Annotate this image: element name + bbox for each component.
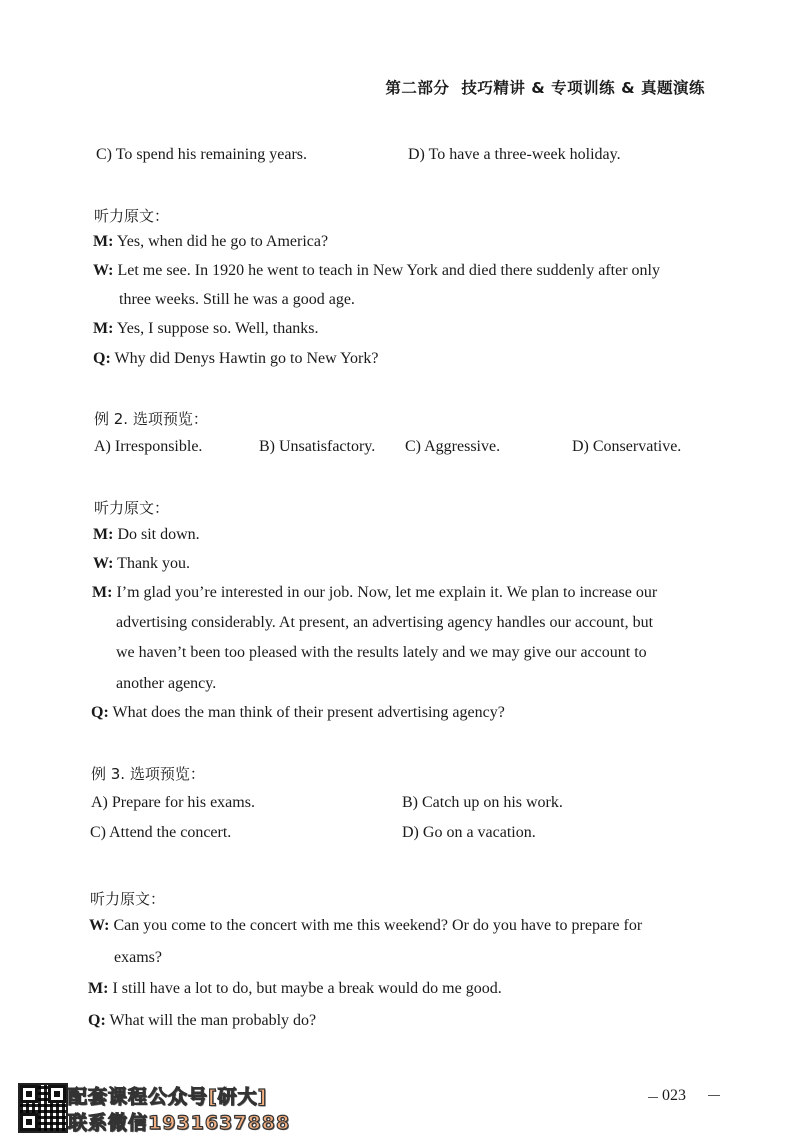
speaker-label: M: — [93, 320, 114, 337]
question-label: Q: — [88, 1012, 106, 1029]
option-d: D) Go on a vacation. — [402, 824, 536, 841]
script-label: 听力原文： — [94, 207, 170, 225]
option-c: C) To spend his remaining years. — [96, 146, 307, 163]
page-number: 023 — [662, 1087, 686, 1104]
dialogue-line — [93, 555, 190, 573]
dialogue-line — [88, 980, 502, 998]
dialogue-continuation: exams? — [114, 949, 162, 966]
dialogue-text: Can you come to the concert with me this weekend? Or do you have to prepare for — [113, 917, 643, 934]
option-c: C) Aggressive. — [405, 438, 501, 455]
example-3-label: 例 3. 选项预览： — [91, 765, 205, 783]
speaker-label: W: — [93, 555, 114, 572]
dialogue-continuation: three weeks. Still he was a good age. — [119, 291, 355, 308]
speaker-label: M: — [93, 526, 114, 543]
dialogue-line — [93, 320, 319, 338]
dialogue-continuation: another agency. — [116, 675, 217, 692]
dialogue-text: I still have a lot to do, but maybe a break would do me good. — [112, 980, 502, 997]
dialogue-line — [93, 526, 200, 544]
question-text: What does the man think of their present advertising agency? — [112, 704, 505, 721]
speaker-label: M: — [93, 233, 114, 250]
option-d: D) To have a three-week holiday. — [408, 146, 621, 163]
question-line — [88, 1012, 316, 1030]
question-label: Q: — [91, 704, 109, 721]
option-a: A) Irresponsible. — [94, 438, 203, 455]
question-line — [93, 350, 378, 368]
option-a: A) Prepare for his exams. — [91, 794, 255, 811]
dialogue-continuation: advertising considerably. At present, an advertising agency handles our account, but — [116, 614, 654, 631]
question-line — [91, 704, 505, 722]
dialogue-line — [93, 262, 660, 280]
page-number-dash-left — [648, 1097, 658, 1098]
script-label: 听力原文： — [94, 499, 170, 517]
question-text: Why did Denys Hawtin go to New York? — [114, 350, 379, 367]
dialogue-line — [92, 584, 657, 602]
promo-text-line1: 配套课程公众号[研大] — [68, 1086, 268, 1108]
dialogue-text: Do sit down. — [117, 526, 200, 543]
option-b: B) Unsatisfactory. — [259, 438, 376, 455]
option-b: B) Catch up on his work. — [402, 794, 563, 811]
script-label: 听力原文： — [90, 890, 166, 908]
dialogue-line — [93, 233, 328, 251]
option-c: C) Attend the concert. — [90, 824, 232, 841]
question-label: Q: — [93, 350, 111, 367]
dialogue-text: Yes, I suppose so. Well, thanks. — [116, 320, 319, 337]
option-d: D) Conservative. — [572, 438, 682, 455]
question-text: What will the man probably do? — [109, 1012, 317, 1029]
promo-text-line2: 联系微信1931637888 — [68, 1112, 291, 1134]
speaker-label: M: — [92, 584, 113, 601]
dialogue-text: Yes, when did he go to America? — [116, 233, 329, 250]
page-number-dash-right — [708, 1095, 720, 1096]
header-title: 技巧精讲 & 专项训练 & 真题演练 — [461, 79, 705, 97]
dialogue-text: Let me see. In 1920 he went to teach in New York and died there suddenly after only — [117, 262, 660, 279]
dialogue-line — [89, 917, 642, 935]
qr-code-icon[interactable] — [18, 1083, 68, 1133]
example-2-label: 例 2. 选项预览： — [94, 410, 208, 428]
header-part: 第二部分 — [385, 79, 450, 97]
speaker-label: W: — [89, 917, 110, 934]
speaker-label: M: — [88, 980, 109, 997]
dialogue-text: Thank you. — [117, 555, 191, 572]
running-header — [385, 76, 705, 98]
dialogue-text: I’m glad you’re interested in our job. Now, let me explain it. We plan to increase our — [116, 584, 658, 601]
speaker-label: W: — [93, 262, 114, 279]
dialogue-continuation: we haven’t been too pleased with the results lately and we may give our account to — [116, 644, 647, 661]
